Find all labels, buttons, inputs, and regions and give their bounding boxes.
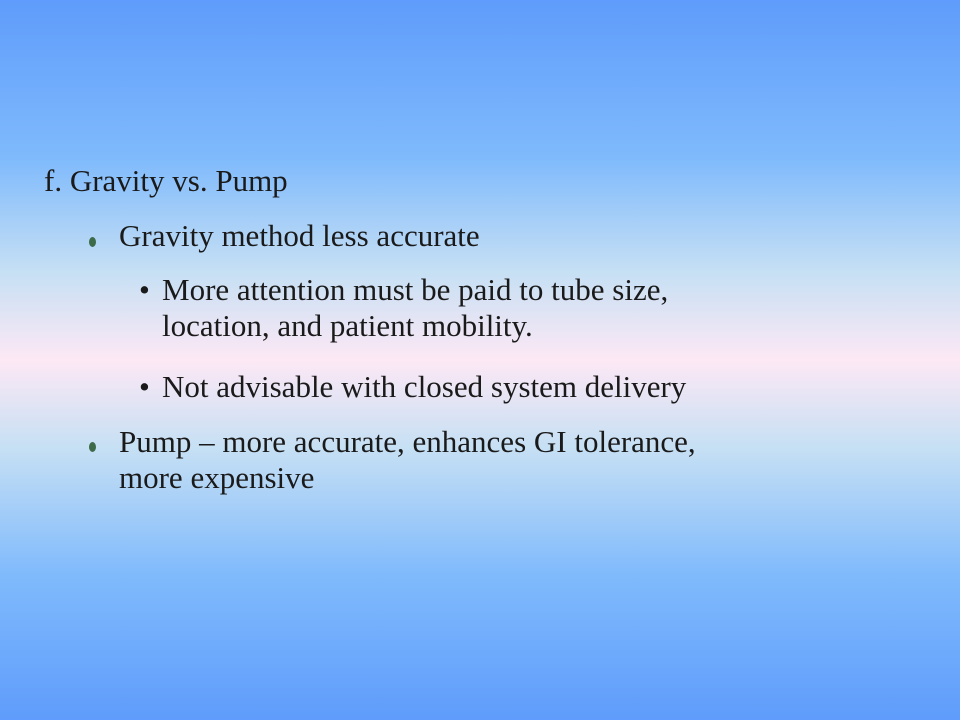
filled-circle-bullet-icon xyxy=(89,237,96,247)
bullet-dot-icon: • xyxy=(139,369,150,404)
sub-bullet-item-attention xyxy=(162,272,668,344)
filled-circle-bullet-icon xyxy=(89,442,96,452)
bullet-item-pump xyxy=(119,424,696,496)
bullet-item-gravity xyxy=(119,218,480,254)
bullet-line: More attention must be paid to tube size, xyxy=(162,272,669,307)
sub-bullet-item-not-advisable xyxy=(162,369,686,405)
bullet-line: Pump – more accurate, enhances GI tolerance, xyxy=(119,424,696,459)
bullet-line: Not advisable with closed system delivery xyxy=(162,369,687,404)
bullet-dot-icon: • xyxy=(139,272,150,307)
slide-heading: f. Gravity vs. Pump xyxy=(44,163,288,198)
bullet-line: location, and patient mobility. xyxy=(162,308,533,343)
bullet-line: more expensive xyxy=(119,460,315,495)
bullet-line: Gravity method less accurate xyxy=(119,218,480,253)
